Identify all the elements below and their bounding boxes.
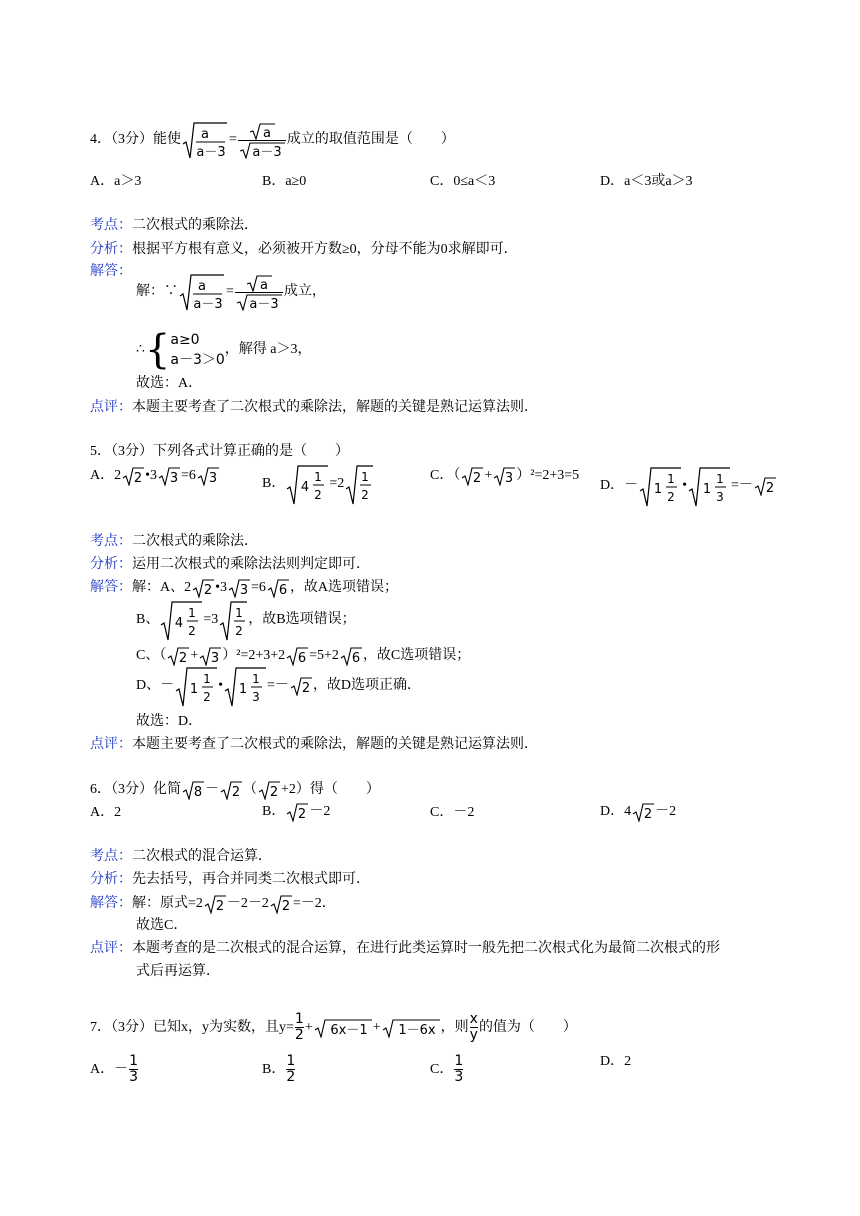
q4-stem: 4．（3分）能使 a a－3 = $\frac{a}{a-3}$ 成立的取值范围是（ ）: [90, 120, 455, 160]
q5-solution-d: D、－ 1 1 2 • 1 1 3 =－ 2 ，故D选项正确．: [136, 664, 421, 708]
q4-sys-1: a≥0: [170, 331, 200, 348]
q4-solution-system: ∴{ a≥0 a－3＞0 ，解得 a＞3，: [136, 326, 312, 373]
q4-dianping: 点评：本题主要考查了二次根式的乘除法，解题的关键是熟记运算法则．: [90, 400, 538, 415]
q5-option-d: D．－ 1 1 2 • 1 1 3 =－ 2: [600, 464, 777, 508]
q5-solution-c: C、（ 2 + 3 ）²=2+3+2 6 =5+2 6 ，故C选项错误；: [136, 648, 471, 666]
svg-text:2: 2: [188, 623, 197, 638]
svg-text:2: 2: [298, 806, 307, 822]
svg-text:2: 2: [203, 582, 213, 598]
svg-text:2: 2: [361, 487, 370, 502]
svg-text:3: 3: [252, 689, 260, 704]
svg-text:6: 6: [278, 582, 288, 598]
svg-text:4: 4: [175, 615, 184, 631]
svg-text:1: 1: [189, 681, 199, 697]
q4-option-c: C．0≤a＜3: [430, 174, 496, 189]
q4-option-b: B．a≥0: [262, 174, 307, 189]
svg-text:2: 2: [473, 470, 482, 486]
svg-text:1: 1: [361, 469, 370, 484]
q7-option-a: A．－ $\frac{1}{3}$: [90, 1053, 139, 1086]
q4-fenxi: 分析：根据平方根有意义，必须被开方数≥0，分母不能为0求解即可．: [90, 242, 518, 257]
svg-text:2: 2: [765, 480, 775, 496]
svg-text:2: 2: [281, 898, 291, 914]
svg-text:6: 6: [298, 650, 307, 666]
q5-choose: 故选：D．: [136, 714, 203, 729]
svg-text:a: a: [259, 277, 268, 292]
q6-choose: 故选C．: [136, 918, 188, 933]
q4-stem-pre: 4．（3分）能使: [90, 132, 181, 148]
q6-solution: 解答：解：原式=2 2 －2－2 2 =－2．: [90, 896, 336, 914]
q6-option-b: B． 2 －2: [262, 804, 331, 822]
svg-text:3: 3: [208, 470, 218, 486]
q4-option-d: D．a＜3或a＞3: [600, 174, 693, 189]
svg-text:2: 2: [133, 470, 143, 486]
q6-kaodian: 考点：二次根式的混合运算．: [90, 849, 272, 864]
svg-text:6x－1: 6x－1: [330, 1022, 368, 1038]
svg-text:a: a: [198, 279, 206, 294]
svg-text:3: 3: [169, 470, 179, 486]
q7-option-b: B． $\frac{1}{2}$: [262, 1053, 296, 1086]
svg-text:8: 8: [193, 784, 203, 800]
q4-solution-line1: 解：∵ a a－3 = $\frac{a}{a-3}$ 成立，: [136, 272, 326, 312]
q4-num-a: a: [201, 127, 209, 142]
q4-option-a: A．a＞3: [90, 174, 142, 189]
q7-option-c: C． $\frac{1}{3}$: [430, 1053, 464, 1086]
svg-text:1: 1: [314, 469, 323, 484]
svg-text:2: 2: [269, 784, 279, 800]
q4-stem-radical-frac: [181, 120, 229, 160]
svg-text:1: 1: [238, 681, 248, 697]
q7-frac-half: $\frac{1}{2}$: [294, 1011, 304, 1044]
q6-dianping-cont: 式后再运算．: [136, 964, 220, 979]
svg-text:1: 1: [716, 471, 724, 486]
q6-option-c: C．－2: [430, 805, 475, 820]
svg-text:3: 3: [211, 650, 220, 666]
svg-text:1: 1: [252, 671, 260, 686]
svg-text:1: 1: [667, 471, 675, 486]
q4-sqrt-a: a: [262, 125, 271, 140]
q7-stem: 7．（3分）已知x，y为实数，且y= $\frac{1}{2}$ + 6x－1 + 1－6x ，则 $\frac{x}{y}$ 的值为（ ）: [90, 1011, 577, 1044]
q6-fenxi: 分析：先去括号，再合并同类二次根式即可．: [90, 872, 370, 887]
svg-text:1: 1: [203, 671, 211, 686]
q6-stem: 6．（3分）化简 8 － 2 （ 2 +2）得（ ）: [90, 782, 380, 800]
q5-solution-a: 解答：解：A、2 2 •3 3 =6 6 ，故A选项错误；: [90, 580, 399, 598]
q4-sqrt-a3: a－3: [252, 144, 282, 159]
q4-choose: 故选：A．: [136, 376, 203, 391]
svg-text:a－3: a－3: [193, 297, 223, 312]
svg-text:1: 1: [188, 605, 197, 620]
svg-text:1: 1: [653, 481, 663, 497]
q5-stem: 5．（3分）下列各式计算正确的是（ ）: [90, 444, 349, 459]
q7-option-d: D．2: [600, 1054, 632, 1069]
q4-sys-2: a－3＞0: [170, 351, 225, 368]
q4-stem-frac: [238, 122, 286, 159]
q7-frac-xy: $\frac{x}{y}$: [469, 1011, 478, 1044]
svg-text:2: 2: [643, 806, 653, 822]
q5-solution-b: B、 4 1 2 =3 1 2 ，故B选项错误；: [136, 598, 356, 642]
svg-text:3: 3: [505, 470, 514, 486]
svg-text:2: 2: [314, 487, 323, 502]
svg-text:2: 2: [231, 784, 241, 800]
q4-den-a3: a－3: [196, 145, 226, 160]
svg-text:2: 2: [203, 689, 211, 704]
svg-text:2: 2: [301, 680, 311, 696]
svg-text:1－6x: 1－6x: [398, 1022, 436, 1038]
q6-option-d: D．4 2 －2: [600, 804, 677, 822]
q4-stem-post: 成立的取值范围是（ ）: [286, 132, 455, 148]
svg-text:6: 6: [351, 650, 361, 666]
q5-dianping: 点评：本题主要考查了二次根式的乘除法，解题的关键是熟记运算法则．: [90, 737, 538, 752]
svg-text:a－3: a－3: [249, 296, 279, 311]
svg-text:3: 3: [239, 582, 249, 598]
svg-text:3: 3: [716, 489, 724, 504]
svg-text:1: 1: [702, 481, 712, 497]
svg-text:2: 2: [235, 623, 244, 638]
svg-text:2: 2: [179, 650, 188, 666]
q5-option-a: A．2 2 •3 3 =6 3: [90, 468, 218, 486]
q6-option-a: A．2: [90, 805, 122, 820]
q4-jieda-label: 解答：: [90, 264, 132, 279]
q6-dianping: 点评：本题考查的是二次根式的混合运算，在进行此类运算时一般先把二次根式化为最简二次根式的形: [90, 941, 720, 956]
q5-kaodian: 考点：二次根式的乘除法．: [90, 534, 258, 549]
q4-kaodian: 考点：二次根式的乘除法．: [90, 218, 258, 233]
svg-text:2: 2: [215, 898, 225, 914]
svg-text:4: 4: [301, 479, 310, 495]
q5-option-c: C．（ 2 + 3 ）²=2+3=5: [430, 468, 580, 486]
svg-text:2: 2: [667, 489, 675, 504]
q5-fenxi: 分析：运用二次根式的乘除法法则判定即可．: [90, 557, 370, 572]
q5-option-b: B． 4 1 2 =2 1 2: [262, 462, 374, 506]
svg-text:1: 1: [235, 605, 244, 620]
